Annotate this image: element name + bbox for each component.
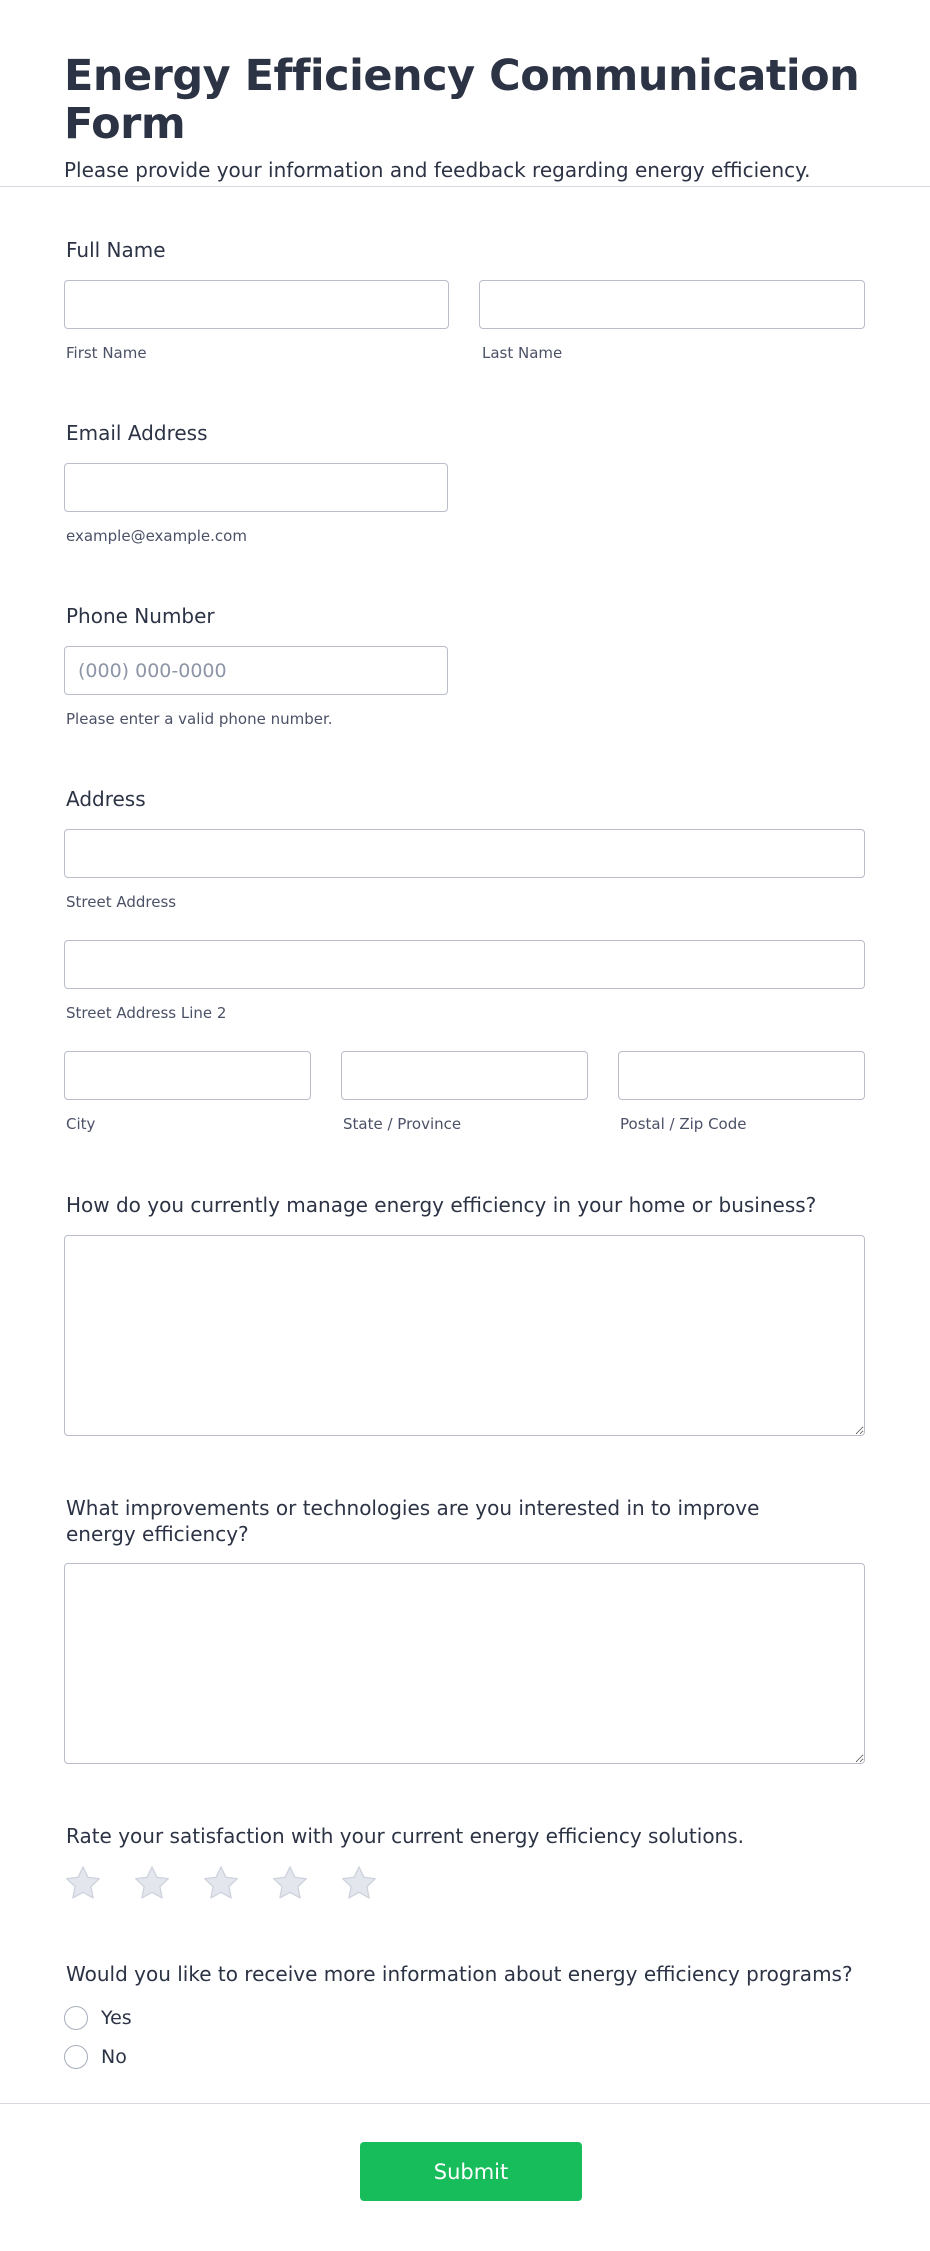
star-icon[interactable]	[133, 1864, 171, 1902]
radio-option-yes[interactable]	[64, 2006, 132, 2030]
street-address-line2-input[interactable]	[64, 940, 865, 989]
street-address-line2-sublabel: Street Address Line 2	[66, 1004, 227, 1022]
email-input[interactable]	[64, 463, 448, 512]
star-icon[interactable]	[271, 1864, 309, 1902]
improvements-answer-textarea[interactable]	[64, 1563, 865, 1764]
street-address-input[interactable]	[64, 829, 865, 878]
phone-sublabel: Please enter a valid phone number.	[66, 710, 333, 728]
star-rating	[64, 1864, 378, 1902]
form-header	[0, 0, 930, 187]
first-name-input[interactable]	[64, 280, 449, 329]
full-name-label: Full Name	[66, 238, 166, 262]
zip-input[interactable]	[618, 1051, 865, 1100]
improvements-question-label: What improvements or technologies are you interested in to improve energy efficiency?	[66, 1496, 760, 1546]
first-name-sublabel: First Name	[66, 344, 147, 362]
email-label: Email Address	[66, 421, 208, 445]
street-address-sublabel: Street Address	[66, 893, 177, 911]
radio-circle-icon[interactable]	[64, 2045, 88, 2069]
radio-circle-icon[interactable]	[64, 2006, 88, 2030]
star-icon[interactable]	[64, 1864, 102, 1902]
rating-question-label: Rate your satisfaction with your current energy efficiency solutions.	[66, 1824, 745, 1848]
footer-divider	[0, 2103, 930, 2104]
last-name-input[interactable]	[479, 280, 865, 329]
phone-input[interactable]	[64, 646, 448, 695]
state-input[interactable]	[341, 1051, 588, 1100]
submit-button[interactable]: Submit	[360, 2142, 582, 2201]
star-icon[interactable]	[340, 1864, 378, 1902]
email-sublabel: example@example.com	[66, 527, 247, 545]
city-sublabel: City	[66, 1115, 96, 1133]
form-subtitle: Please provide your information and feedback regarding energy efficiency.	[64, 158, 811, 182]
last-name-sublabel: Last Name	[482, 344, 563, 362]
star-icon[interactable]	[202, 1864, 240, 1902]
zip-sublabel: Postal / Zip Code	[620, 1115, 747, 1133]
city-input[interactable]	[64, 1051, 311, 1100]
radio-option-label: No	[101, 2046, 127, 2068]
address-label: Address	[66, 787, 146, 811]
phone-label: Phone Number	[66, 604, 215, 628]
radio-option-no[interactable]	[64, 2045, 127, 2069]
manage-answer-textarea[interactable]	[64, 1235, 865, 1436]
manage-question-label: How do you currently manage energy efficiency in your home or business?	[66, 1193, 817, 1217]
radio-option-label: Yes	[101, 2007, 132, 2029]
state-sublabel: State / Province	[343, 1115, 462, 1133]
more-info-question-label: Would you like to receive more information about energy efficiency programs?	[66, 1962, 853, 1986]
form-title: Energy Efficiency Communication Form	[64, 51, 860, 149]
